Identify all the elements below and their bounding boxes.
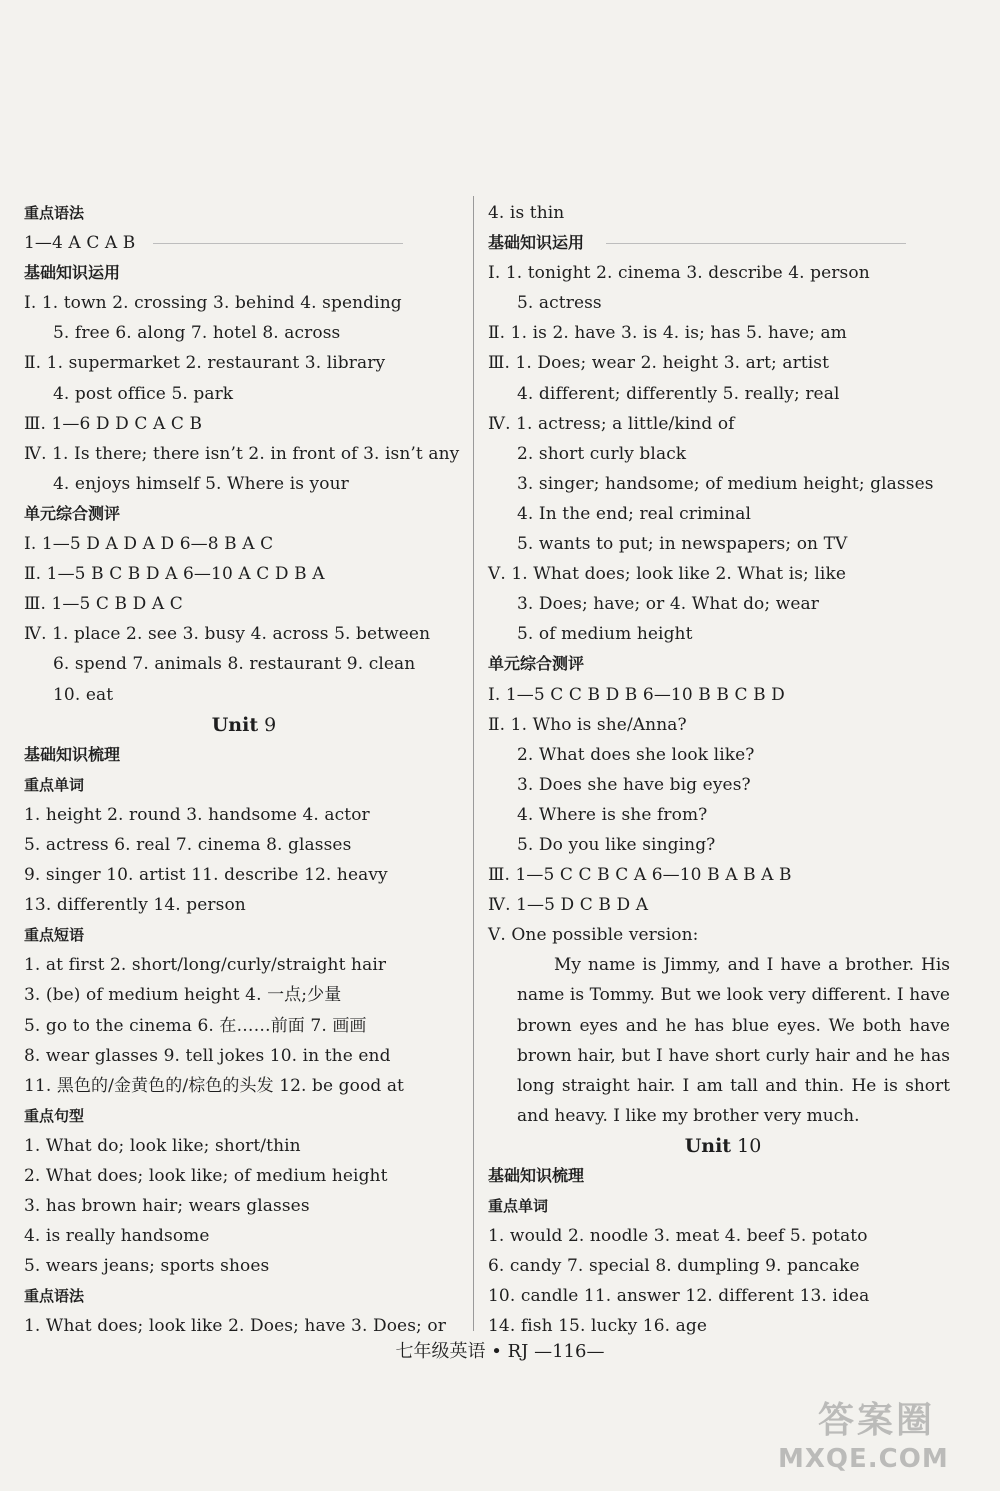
answer-line: 4. is really handsome bbox=[24, 1226, 210, 1247]
answer-line: 11. 黑色的/金黄色的/棕色的头发 12. be good at bbox=[24, 1075, 404, 1096]
answer-line: 5. actress 6. real 7. cinema 8. glasses bbox=[24, 834, 352, 855]
answer-line: 3. (be) of medium height 4. 一点;少量 bbox=[24, 985, 342, 1006]
section-heading: 单元综合测评 bbox=[488, 654, 585, 674]
answer-line: Ⅳ. 1—5 D C B D A bbox=[488, 895, 649, 916]
subsection-heading: 重点单词 bbox=[24, 775, 85, 794]
answer-line: 5. wears jeans; sports shoes bbox=[24, 1256, 270, 1277]
section-heading: 重点语法 bbox=[24, 204, 85, 222]
answer-line: 1—4 A C A B bbox=[24, 228, 464, 258]
answer-line: 5. wants to put; in newspapers; on TV bbox=[517, 534, 848, 555]
answer-line: Ⅴ. One possible version: bbox=[488, 925, 699, 946]
subsection-heading: 重点语法 bbox=[24, 1287, 85, 1306]
answer-line: Ⅲ. 1—5 C C B C A 6—10 B A B A B bbox=[488, 865, 792, 886]
rule-line bbox=[606, 243, 906, 244]
answer-line: Ⅱ. 1. Who is she/Anna? bbox=[488, 714, 687, 735]
watermark bbox=[778, 1392, 988, 1482]
answer-line: Ⅱ. 1—5 B C B D A 6—10 A C D B A bbox=[24, 564, 325, 585]
left-column bbox=[24, 198, 464, 1342]
answer-line: 14. fish 15. lucky 16. age bbox=[488, 1316, 708, 1337]
answer-line: 1. height 2. round 3. handsome 4. actor bbox=[24, 804, 370, 825]
unit-title: Unit 10 bbox=[684, 1134, 762, 1157]
answer-line: 4. is thin bbox=[488, 203, 565, 223]
subsection-heading: 重点短语 bbox=[24, 926, 85, 945]
subsection-heading: 重点单词 bbox=[488, 1197, 549, 1216]
section-heading: 基础知识运用 bbox=[24, 263, 121, 283]
answer-line: 2. What does; look like; of medium height bbox=[24, 1166, 388, 1186]
answer-line: Ⅰ. 1—5 C C B D B 6—10 B B C B D bbox=[488, 684, 785, 705]
answer-line: 1. What do; look like; short/thin bbox=[24, 1135, 301, 1156]
right-column bbox=[488, 198, 958, 1342]
answer-line: Ⅲ. 1—6 D D C A C B bbox=[24, 413, 203, 434]
answer-line: 2. What does she look like? bbox=[517, 744, 755, 765]
answer-line: Ⅰ. 1—5 D A D A D 6—8 B A C bbox=[24, 534, 274, 555]
section-heading: 基础知识梳理 bbox=[488, 1166, 585, 1185]
unit-title: Unit 9 bbox=[211, 713, 277, 736]
answer-line: 13. differently 14. person bbox=[24, 895, 246, 916]
watermark-badge-icon: 答案圈 bbox=[818, 1400, 936, 1441]
watermark-url: MXQE.COM bbox=[778, 1444, 949, 1474]
answer-line: 6. spend 7. animals 8. restaurant 9. clean bbox=[53, 654, 416, 675]
answer-line: 3. has brown hair; wears glasses bbox=[24, 1196, 310, 1217]
answer-line: 5. Do you like singing? bbox=[517, 834, 716, 855]
answer-line: Ⅱ. 1. supermarket 2. restaurant 3. library bbox=[24, 353, 386, 374]
answer-line: Ⅴ. 1. What does; look like 2. What is; like bbox=[488, 564, 847, 585]
page-footer: 七年级英语 • RJ —116— bbox=[395, 1341, 605, 1362]
answer-line: 3. Does she have big eyes? bbox=[517, 774, 751, 795]
section-heading: 基础知识运用 bbox=[488, 228, 958, 258]
answer-line: 1. would 2. noodle 3. meat 4. beef 5. potato bbox=[488, 1226, 868, 1247]
answer-line: Ⅲ. 1. Does; wear 2. height 3. art; artist bbox=[488, 353, 830, 374]
answer-line: 4. In the end; real criminal bbox=[517, 503, 752, 524]
column-divider bbox=[473, 196, 474, 1331]
answer-line: 4. post office 5. park bbox=[53, 383, 234, 404]
answer-line: 3. Does; have; or 4. What do; wear bbox=[517, 594, 819, 615]
section-heading: 单元综合测评 bbox=[24, 503, 121, 523]
answer-line: 5. go to the cinema 6. 在……前面 7. 画画 bbox=[24, 1015, 367, 1036]
answer-line: 2. short curly black bbox=[517, 443, 687, 464]
answer-line: 4. enjoys himself 5. Where is your bbox=[53, 473, 349, 494]
answer-line: Ⅳ. 1. Is there; there isn’t 2. in front of 3. isn’t any bbox=[24, 443, 460, 464]
answer-line: 5. of medium height bbox=[517, 624, 693, 645]
answer-line: 4. Where is she from? bbox=[517, 804, 708, 825]
answer-line: 8. wear glasses 9. tell jokes 10. in the end bbox=[24, 1045, 391, 1066]
answer-line: Ⅳ. 1. actress; a little/kind of bbox=[488, 413, 735, 434]
answer-line: 6. candy 7. special 8. dumpling 9. pancake bbox=[488, 1256, 860, 1277]
answer-line: Ⅰ. 1. town 2. crossing 3. behind 4. spending bbox=[24, 293, 402, 314]
answer-line: 10. eat bbox=[53, 684, 114, 705]
answer-line: Ⅱ. 1. is 2. have 3. is 4. is; has 5. have; am bbox=[488, 323, 847, 344]
answer-line: 3. singer; handsome; of medium height; glasses bbox=[517, 473, 934, 494]
answer-line: 5. free 6. along 7. hotel 8. across bbox=[53, 323, 341, 344]
answer-line: 10. candle 11. answer 12. different 13. idea bbox=[488, 1286, 870, 1307]
answer-line: 9. singer 10. artist 11. describe 12. heavy bbox=[24, 865, 388, 886]
answer-line: 1. at first 2. short/long/curly/straight hair bbox=[24, 955, 387, 976]
answer-line: 5. actress bbox=[517, 293, 602, 314]
answer-line: Ⅰ. 1. tonight 2. cinema 3. describe 4. person bbox=[488, 263, 870, 284]
subsection-heading: 重点句型 bbox=[24, 1106, 85, 1125]
section-heading: 基础知识梳理 bbox=[24, 744, 121, 764]
answer-line: Ⅲ. 1—5 C B D A C bbox=[24, 594, 183, 615]
essay-paragraph: My name is Jimmy, and I have a brother. His name is Tommy. But we look very different. I have brown eyes and he has blue eyes. We both have brown hair, but I have short curly hair and he has long straight hair. I am tall and thin. He is short and heavy. I like my brother very much. bbox=[517, 955, 950, 1126]
answer-line: Ⅳ. 1. place 2. see 3. busy 4. across 5. between bbox=[24, 624, 431, 645]
rule-line bbox=[153, 243, 403, 244]
answer-line: 4. different; differently 5. really; real bbox=[517, 383, 840, 404]
answer-line: 1. What does; look like 2. Does; have 3. Does; or bbox=[24, 1316, 446, 1337]
